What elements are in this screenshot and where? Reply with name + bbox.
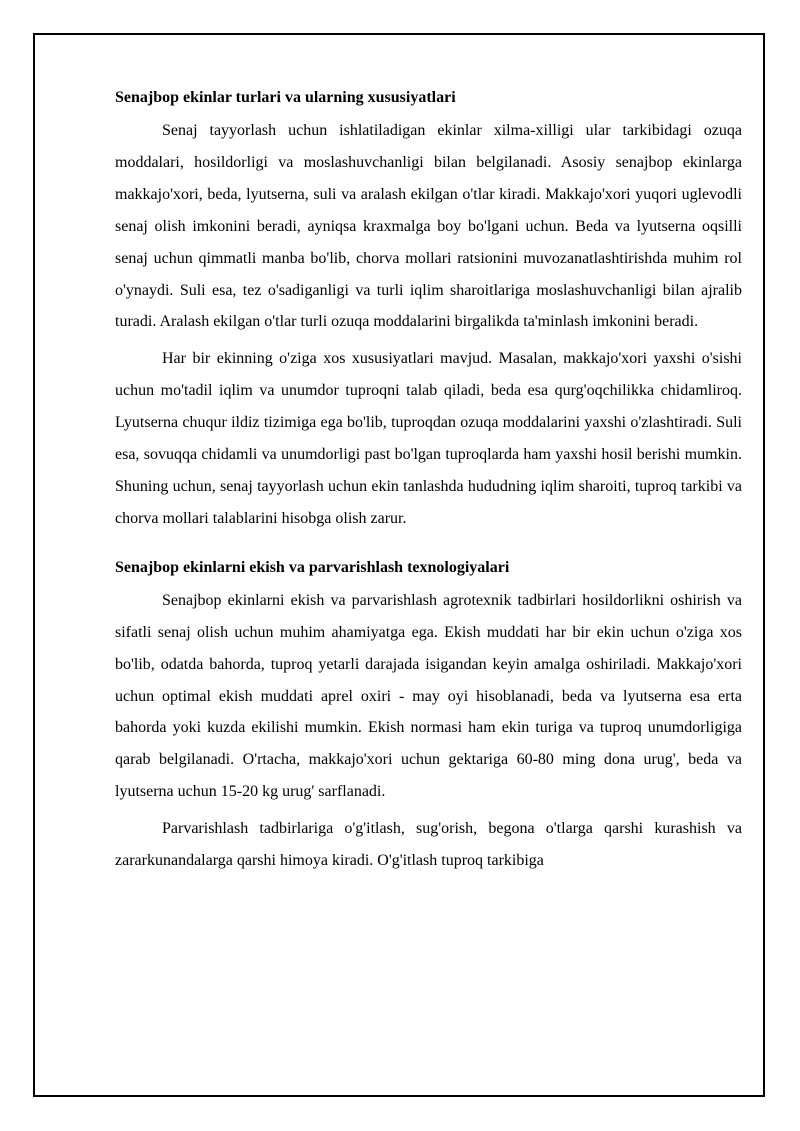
paragraph: Senajbop ekinlarni ekish va parvarishlash agrotexnik tadbirlari hosildorlikni oshirish va sifatli senaj olish uchun muhim ahamiyatga ega. Ekish muddati har bir ekin uchun o'ziga xos bo'lib, odatda bahorda, tuproq yetarli darajada isigandan keyin amalga oshiriladi. Makkajo'xori uchun optimal ekish muddati aprel oxiri - may oyi hisoblanadi, beda va lyutserna esa erta bahorda yoki kuzda ekilishi mumkin. Ekish normasi ham ekin turiga va tuproq unumdorligiga qarab belgilanadi. O'rtacha, makkajo'xori uchun gektariga 60-80 ming dona urug', beda va lyutserna uchun 15-20 kg urug' sarflanadi.	[115, 591, 742, 801]
paragraph: Parvarishlash tadbirlariga o'g'itlash, sug'orish, begona o'tlarga qarshi kurashish va zararkunandalarga qarshi himoya kiradi. O'g'itlash tuproq tarkibiga	[115, 820, 742, 870]
paragraph: Senaj tayyorlash uchun ishlatiladigan ekinlar xilma-xilligi ular tarkibidagi ozuqa moddalari, hosildorligi va moslashuvchanligi bilan belgilanadi. Asosiy senajbop ekinlarga makkajo'xori, beda, lyutserna, suli va aralash ekilgan o'tlar kiradi. Makkajo'xori yuqori uglevodli senaj olish imkonini beradi, ayniqsa kraxmalga boy bo'lgani uchun. Beda va lyutserna oqsilli senaj uchun qimmatli manba bo'lib, chorva mollari ratsionini muvozanatlashtirishda muhim rol o'ynaydi. Suli esa, tez o'sadiganligi va turli iqlim sharoitlariga moslashuvchanligi bilan ajralib turadi. Aralash ekilgan o'tlar turli ozuqa moddalarini birgalikda ta'minlash imkonini beradi.	[115, 122, 742, 331]
section-heading-cultivation: Senajbop ekinlarni ekish va parvarishlash texnologiyalari	[115, 558, 510, 576]
paragraph: Har bir ekinning o'ziga xos xususiyatlari mavjud. Masalan, makkajo'xori yaxshi o'sishi uchun mo'tadil iqlim va unumdor tuproqni talab qiladi, beda esa qurg'oqchilikka chidamliroq. Lyutserna chuqur ildiz tizimiga ega bo'lib, tuproqdan ozuqa moddalarini yaxshi o'zlashtiradi. Suli esa, sovuqqa chidamli va unumdorligi past bo'lgan tuproqlarda ham yaxshi hosil berishi mumkin. Shuning uchun, senaj tayyorlash uchun ekin tanlashda hududning iqlim sharoiti, tuproq tarkibi va chorva mollari talablarini hisobga olish zarur.	[115, 350, 742, 527]
section-heading-crop-types: Senajbop ekinlar turlari va ularning xususiyatlari	[115, 89, 456, 106]
document-body	[115, 86, 742, 882]
